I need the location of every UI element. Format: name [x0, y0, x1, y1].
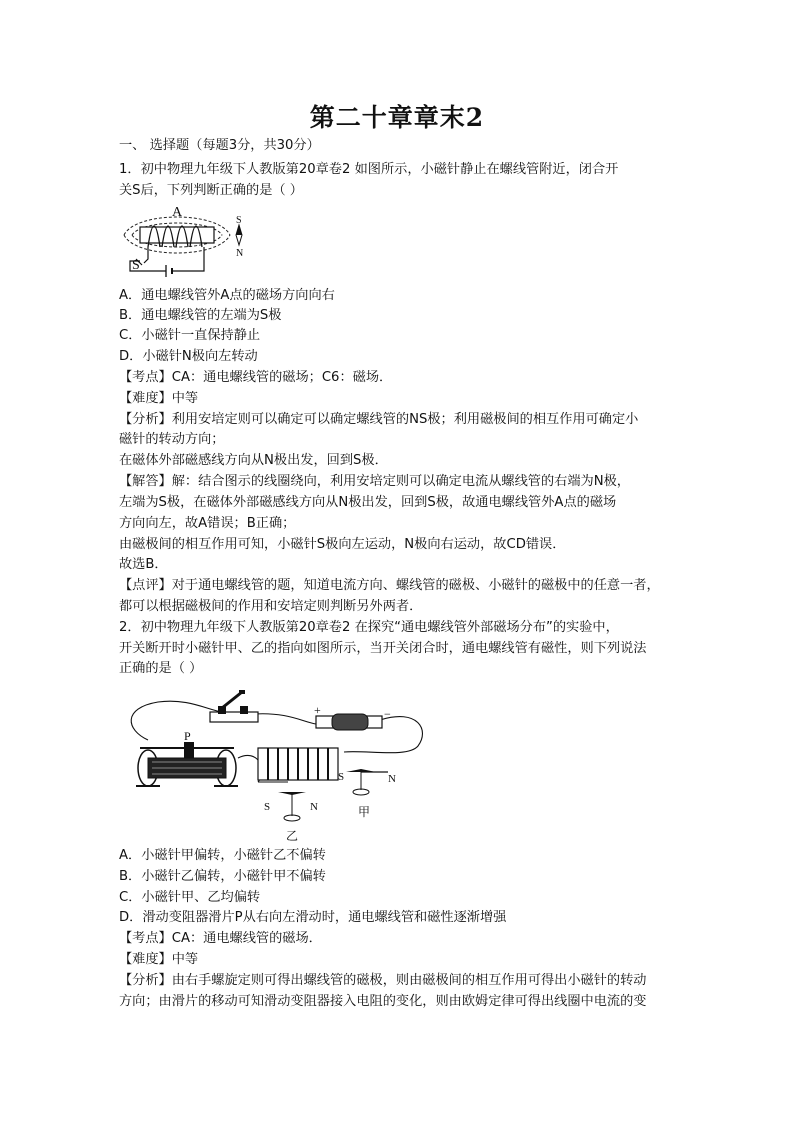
- q1-needle-n: N: [236, 248, 244, 259]
- q2-stem-line-2: 开关断开时小磁针甲、乙的指向如图所示，当开关闭合时，通电螺线管有磁性，则下列说法: [119, 641, 647, 656]
- q2-label-yi: 乙: [286, 829, 299, 843]
- q1-option-d: D．小磁针N极向左转动: [119, 349, 258, 364]
- q2-battery-minus: −: [384, 707, 391, 721]
- q1-option-b: B．通电螺线管的左端为S极: [119, 308, 282, 323]
- page-title: 第二十章章末2: [309, 103, 485, 132]
- q2-difficulty: 【难度】中等: [119, 952, 199, 967]
- q2-option-b: B．小磁针乙偏转，小磁针甲不偏转: [119, 869, 326, 884]
- q2-slider-p: P: [184, 729, 191, 743]
- q1-option-a: A．通电螺线管外A点的磁场方向向右: [119, 288, 335, 303]
- q2-experiment-figure: [118, 690, 448, 846]
- q1-solution-line-3: 方向向左，故A错误；B正确；: [119, 516, 296, 531]
- q1-label-switch-s: S: [132, 258, 140, 273]
- q2-label-jia: 甲: [358, 805, 371, 819]
- q2-stem-line-3: 正确的是（ ）: [119, 661, 203, 676]
- q2-needle-yi-s: S: [264, 801, 271, 813]
- q1-difficulty: 【难度】中等: [119, 391, 199, 406]
- q1-option-c: C．小磁针一直保持静止: [119, 328, 261, 343]
- q2-needle-jia-s: S: [338, 771, 345, 783]
- q2-option-d: D．滑动变阻器滑片P从右向左滑动时，通电螺线管和磁性逐渐增强: [119, 910, 507, 925]
- q1-solution-line-2: 左端为S极，在磁体外部磁感线方向从N极出发，回到S极，故通电螺线管外A点的磁场: [119, 495, 617, 510]
- q1-comment-line-2: 都可以根据磁极间的作用和安培定则判断另外两者．: [119, 599, 423, 614]
- q1-label-a: A: [172, 205, 183, 220]
- q1-solenoid-figure: [118, 203, 253, 278]
- q1-analysis-line-2: 磁针的转动方向；: [119, 432, 225, 447]
- q2-kaodian: 【考点】CA：通电螺线管的磁场．: [119, 931, 322, 946]
- q1-solution-line-4: 由磁极间的相互作用可知，小磁针S极向左运动，N极向右运动，故CD错误．: [119, 537, 566, 552]
- q1-answer: 故选B．: [119, 557, 168, 572]
- q1-needle-s: S: [236, 215, 242, 226]
- q2-needle-yi-n: N: [310, 801, 318, 813]
- q1-stem-line-2: 关S后，下列判断正确的是（ ）: [119, 183, 303, 198]
- q2-needle-jia-n: N: [388, 773, 396, 785]
- q1-stem-line-1: 1．初中物理九年级下人教版第20章卷2 如图所示，小磁针静止在螺线管附近，闭合开: [119, 162, 619, 177]
- q2-analysis-line-2: 方向；由滑片的移动可知滑动变阻器接入电阻的变化，则由欧姆定律可得出线圈中电流的变: [119, 994, 647, 1009]
- q2-option-a: A．小磁针甲偏转，小磁针乙不偏转: [119, 848, 326, 863]
- q2-stem-line-1: 2．初中物理九年级下人教版第20章卷2 在探究“通电螺线管外部磁场分布”的实验中，: [119, 620, 619, 635]
- q1-analysis-line-1: 【分析】利用安培定则可以确定可以确定螺线管的NS极；利用磁极间的相互作用可确定小: [119, 412, 639, 427]
- q1-solution-line-1: 【解答】解：结合图示的线圈绕向，利用安培定则可以确定电流从螺线管的右端为N极，: [119, 474, 630, 489]
- q1-kaodian: 【考点】CA：通电螺线管的磁场；C6：磁场．: [119, 370, 393, 385]
- section-heading: 一、 选择题（每题3分，共30分）: [119, 138, 320, 153]
- q1-analysis-line-3: 在磁体外部磁感线方向从N极出发，回到S极．: [119, 453, 388, 468]
- q2-option-c: C．小磁针甲、乙均偏转: [119, 890, 261, 905]
- q2-battery-plus: +: [314, 703, 321, 717]
- q1-comment-line-1: 【点评】对于通电螺线管的题，知道电流方向、螺线管的磁极、小磁针的磁极中的任意一者，: [119, 578, 660, 593]
- q2-analysis-line-1: 【分析】由右手螺旋定则可得出螺线管的磁极，则由磁极间的相互作用可得出小磁针的转动: [119, 973, 647, 988]
